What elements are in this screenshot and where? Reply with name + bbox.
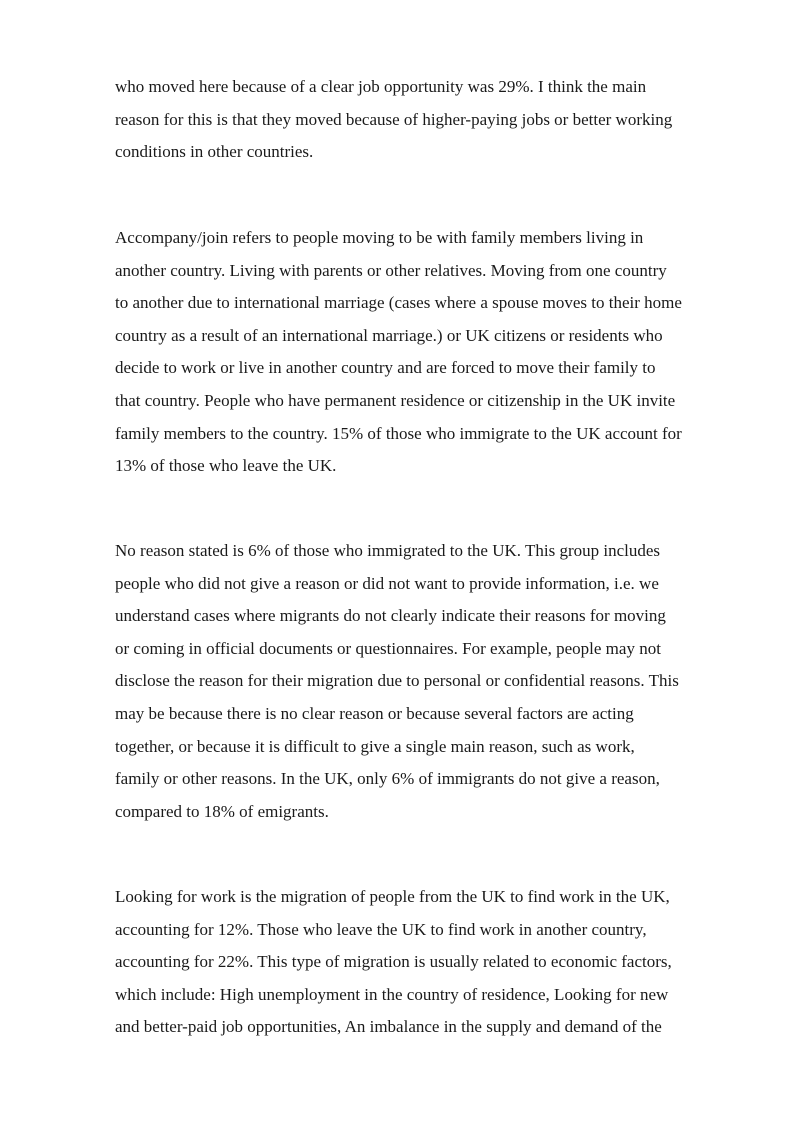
- text-line: or coming in official documents or questionnaires. For example, people may not: [115, 638, 661, 658]
- text-line: who moved here because of a clear job opportunity was 29%. I think the main: [115, 77, 647, 96]
- paragraph-looking-for-work: [115, 881, 755, 1044]
- text-line: to another due to international marriage (cases where a spouse moves to their home: [115, 293, 682, 313]
- paragraph-no-reason-stated: [115, 535, 755, 828]
- text-line: 13% of those who leave the UK.: [115, 456, 337, 476]
- paragraph-accompany-join: [115, 222, 755, 483]
- text-line: accounting for 12%. Those who leave the UK to find work in another country,: [115, 919, 647, 939]
- text-line: and better-paid job opportunities, An imbalance in the supply and demand of the: [115, 1017, 662, 1037]
- text-line: No reason stated is 6% of those who immigrated to the UK. This group includes: [115, 541, 661, 560]
- text-line: disclose the reason for their migration due to personal or confidential reasons. This: [115, 671, 679, 691]
- paragraph-job-opportunity: [115, 71, 755, 169]
- text-line: together, or because it is difficult to give a single main reason, such as work,: [115, 736, 635, 756]
- text-line: conditions in other countries.: [115, 142, 314, 162]
- text-line: understand cases where migrants do not clearly indicate their reasons for moving: [115, 606, 666, 626]
- text-line: Looking for work is the migration of people from the UK to find work in the UK,: [115, 887, 670, 906]
- text-line: reason for this is that they moved because of higher-paying jobs or better working: [115, 109, 673, 129]
- text-line: which include: High unemployment in the country of residence, Looking for new: [115, 984, 669, 1004]
- text-line: decide to work or live in another country and are forced to move their family to: [115, 358, 656, 378]
- text-line: family or other reasons. In the UK, only 6% of immigrants do not give a reason,: [115, 769, 660, 789]
- text-line: another country. Living with parents or other relatives. Moving from one country: [115, 260, 667, 280]
- text-line: people who did not give a reason or did not want to provide information, i.e. we: [115, 573, 659, 593]
- text-line: Accompany/join refers to people moving to be with family members living in: [115, 228, 644, 247]
- text-line: family members to the country. 15% of those who immigrate to the UK account for: [115, 423, 682, 443]
- text-line: country as a result of an international marriage.) or UK citizens or residents who: [115, 325, 663, 345]
- text-line: may be because there is no clear reason or because several factors are acting: [115, 703, 634, 723]
- text-line: compared to 18% of emigrants.: [115, 801, 329, 821]
- text-line: that country. People who have permanent residence or citizenship in the UK invite: [115, 390, 676, 410]
- text-line: accounting for 22%. This type of migration is usually related to economic factors,: [115, 952, 672, 972]
